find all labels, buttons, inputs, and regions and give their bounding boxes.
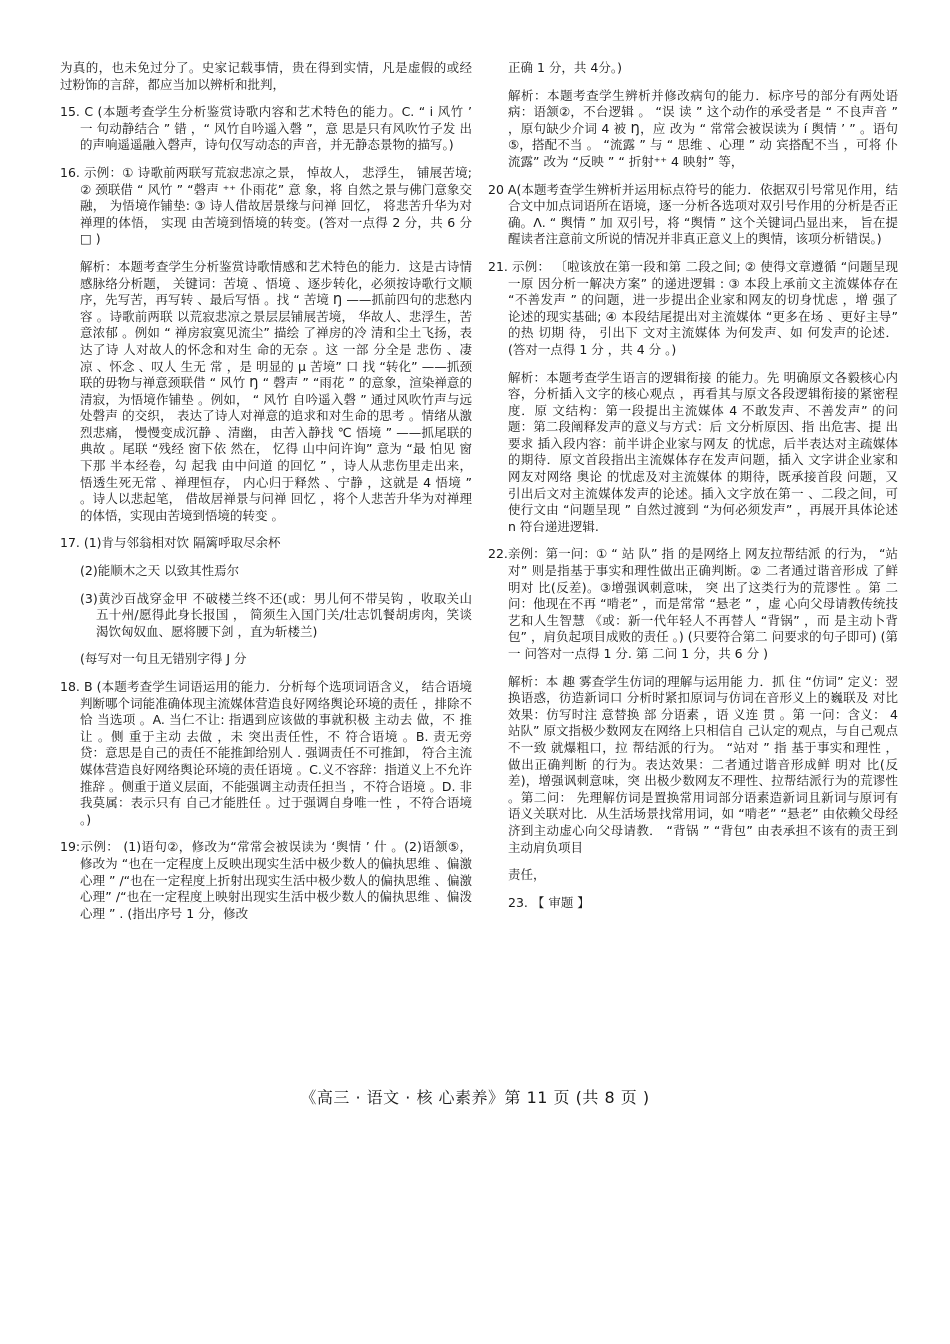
q19-analysis: 解析：本题考查学生辨析并修改病句的能力．标序号的部分有两处语病：语颔②，不台逻辑 。 “误 读 ” 这个动作的承受者是 “ 不良声音 ” ，原句缺少介词 4 被 Ŋ，应 改为 “ 常常会被误读为 í 舆情 ’ ” 。语句⑤，搭配不当 。 “流露 ” 与 “ 思维 、心理 ” 动 宾搭配不当 ，可将 仆流露” 改为 “反映 ” “ 折射⁺⁺ 4 映射” 等， [508, 87, 898, 169]
q16-analysis: 解析：本题考查学生分析鉴赏诗歌情感和艺术特色的能力．这是古诗情感脉络分析题， 关键词：苦境 、悟境 、逐步转化，必须按诗歌行文顺序，先写苦，再写转 、最后写悟 。找 “ 苦境 Ŋ ——抓前四句的悲愁内容 。诗歌前两联 以荒寂悲凉之景层层铺展苦境， 华故人、悲浮生，苦意浓郁 。例如 “ 禅房寂寞见流尘” 描绘 了禅房的冷 清和尘土飞扬，表 达了诗 人对故人的怀念和对生 命的无奈 。这 一部 分全是 悲伤 、凄 凉 、怀念 、叹人 生无 常 ，是 明显的 μ 苦境” 口 找 “转化” ——抓颈联的毋物与禅意颈联借 “ 风竹 Ŋ “ 磬声 ” “雨花 ” 的意象，渲染禅意的清寂，为悟境作铺垫 。例如， “ 风竹 自吟遥入磬 ” 通过风吹竹声与远处磬声 的交织， 表达了诗人对禅意的追求和对生命的思考 。情绪从激烈悲痛， 慢慢变成沉静 、清幽， 由苦入静找 ℃ 悟境 ” ——抓尾联的典故 。尾联 “残经 窗下依 然在， 忆得 山中问许询” 意为 “最 怕见 窗下那 半本经卷，勾 起我 由中问道 的回忆 ” ，诗人从悲伤里走出来，悟透生死无常 、禅理恒存， 内心归于释然 、宁静 ，这就是 4 悟境 ” 。诗人以悲起笔， 借故居禅景与问禅 回忆 ，将个人悲苦升华为对禅理的体悟，实现由苦境到悟境的转变 。 [80, 258, 472, 523]
q18-answer: 18. B (本题考查学生词语运用的能力．分析每个选项词语含义， 结合语境 判断哪个词能准确体现主流媒体营造良好网络舆论环境的责任 ，排除不恰 当选项 。A. 当仁不让: 指遇到应该做的事就积极 主动去 做，不 推让 。侧 重于主动 去做 ，未 突出责任性，不 符合语境 。B. 责无旁贷：意思是自己的责任不能推卸给别人 . 强调责任不可推卸， 符合主流媒体营造良好网络舆论环境的责任语境 。C.义不容辞：指道义上不允许推辞 。侧重于道义层面，不能强调主动责任担当 ，不符合语境 。D. 非我莫属：表示只有 自己才能胜任 。过于强调自身唯一性 ，不符合语境 。) [60, 679, 472, 827]
q22-answer: 22.亲例：第一问：① “ 站 队” 指 的是网络上 网友拉帮结派 的行为， “站对” 则是指基于事实和理性做出正确判断。② 二者通过谐音形成 了鲜 明对 比(反差)。③增强讽刺意味， 突 出了这类行为的荒谬性 。第 二问：他现在不再 “啃老” ，而是常常 “悬老 ” ，虚 心向父母请教传统技艺和人生智慧 《或：新一代年轻人不再替人 “背锅” ，而 是主动卜背包” ，肩负起项目成败的责任 。) (只要符合第二 问要求的句子即可) (第一 问答对一点得 1 分. 第 二问 1 分，共 6 分 ) [488, 546, 898, 661]
q16-answer: 16. 示例：① 诗歌前两联写荒寂悲凉之景， 悼故人， 悲浮生， 铺展苦境; ② 颈联借 “ 风竹 ” “磬声 ⁺⁺ 仆雨花” 意 象，将 自然之景与佛门意象交融， 为悟境作铺垫: ③ 诗人借故居景缘与问禅 回忆， 将悲苦升华为对禅理的体悟， 实现 由苦境到悟境的转变。(答对一点得 2 分，共 6 分 □ ) [60, 164, 472, 247]
page-footer: 《高三 · 语文 · 核 心素养》第 11 页 (共 8 页 ) [300, 1088, 650, 1107]
q15-answer: 15. C (本题考查学生分析鉴赏诗歌内容和艺术特色的能力。C. “ i 风竹 ’ 一 句动静结合 ” 错 ，“ 风竹自吟遥入磬 ”，意 思是只有风吹竹子发 出的声响遥遥融入磬声，诗句仅写动态的声音，并无静态景物的描写。) [60, 104, 472, 153]
q20-answer: 20 A(本题考查学生辨析并运用标点符号的能力．依据双引号常见作用，结合文中加点词语所在语境，逐一分析各选项对双引号作用的分析是否正确。Λ. “ 舆情 ” 加 双引号，将 “舆情 ” 这个关键词凸显出来， 旨在提醒读者注意前文所说的情况并非真正意义上的舆情，该项分析错误。) [488, 181, 898, 247]
q19-answer: 19:示例： (1)语句②，修改为“常常会被误读为 ‘舆情 ’ 什 。(2)语颔⑤，修改为 “也在一定程度上反映出现实生活中极少数人的偏执思维 、偏激心理 ” /“也在一定程度上折射出现实生活中极少数人的偏执思维 、偏激心理” /“也在一定程度上映射出现实生活中极少数人的偏执思维 、偏泼心理 ” . (指出序号 1 分，修改 [60, 839, 472, 921]
right-column [488, 60, 898, 922]
q21-answer: 21. 示例： 〔啦该放在第一段和第 二段之间; ② 使得文章遵循 “问题呈现一原 因分析一解决方案” 的递进逻辑 : ③ 本段上承前文主流媒体存在 “不善发声 ” 的问题，进一步提出企业家和网友的切身忧虑 ，增 强了论述的现实基础; ④ 本段结尾提出对主流媒体 “更多在场 、更好主导” 的热 切期 待， 引出下 文对主流媒体 为何发声、如 何发声的论述．(答对一点得 1 分 ，共 4 分 。) [488, 258, 898, 357]
left-column [60, 60, 472, 933]
q22-analysis: 解析：本 趣 雾查学生仿词的理解与运用能 力．抓 住 “仿词” 定义：翌换语惑，彷造新词口 分析时紧扣原词与仿词在音形义上的巍联及 对比效果：仿写时注 意替换 部 分语素 ，语 义连 贯 。第 一问：含义： 4 站队” 原文指极少数网友在网络上只相信自 己认定的观点，与自己观点不一致 就爆粗口，拉 帮结派的行为。 “站对 ” 指 基于事实和理性 ，做出正确判断 的行为。表达效果：二者通过谐音形成鲜 明对 比(反差)，增强讽刺意味，突 出极少数网友不理性、拉帮结派行为的荒谬性 。第二问： 先理解仿词是置换常用词部分语素造新词且新词与原诃有语义关联对比．从生活场景找常用词，如 “啃老” “悬老” 由依赖父母经济到主动虚心向父母请教． “背锅 ” “背包” 由表承担不该有的责王到主动肩负项目 [508, 673, 898, 855]
q22-analysis-tail: 责任， [508, 867, 546, 883]
q17-scoring-note: (每写对一句且无错别字得 J 分 [80, 651, 247, 667]
q21-analysis: 解析：本题考查学生语言的逻辑衔接 的能力。先 明确原文各毅核心内容，分析插入文字的核心观点 ，再看其与原文各段逻辑衔接的紧密程度．原 文结构：第一段提出主流媒体 4 不敢发声、不善发声” 的问题：第二段阐释发声的意义与方式：后 文分析原因、指 出危害、提 出要求 插入段内容：前半讲企业家与网友 的忧虑，后半表达对主疏媒体的期待．原文首段指出主流媒体存在发声问题，插入 文字讲企业家和 网友对网络 奥论 的忧虑及对主流媒体 的期待，既承接首段 问题，又 引出后文对主流媒体发声的论述。插入文字放在第一 、二段之间，可使行文由 “问题呈现 ” 自然过渡到 “为何必须发声” ，再展开具体论述 n 符台递进逻辑. [508, 369, 898, 534]
q17-line-1: 17. (1)肯与邻翁相对饮 隔篱呼取尽余杯 [60, 535, 281, 551]
q19-score: 正确 1 分，共 4分。) [508, 60, 622, 75]
q23-heading: 23. 【 审题 】 [508, 894, 590, 910]
q14-continuation: 为真的，也未免过分了。史家记载事情，贵在得到实情，凡是虚假的或经过粉饰的言辞，都应当加以辨析和批判， [60, 60, 472, 92]
q17-line-3: (3)黄沙百战穿金甲 不破楼兰终不还(或：男儿何不带吴钩 ，收取关山五十州/愿得此身长报国 ， 简须生入国门关/壮志饥餐胡虏肉，笑谈渴饮匈奴血、愿将腰下剑 ，直为斩楼兰) [80, 590, 472, 639]
q17-line-2: (2)能顺木之天 以致其性焉尔 [80, 563, 240, 579]
